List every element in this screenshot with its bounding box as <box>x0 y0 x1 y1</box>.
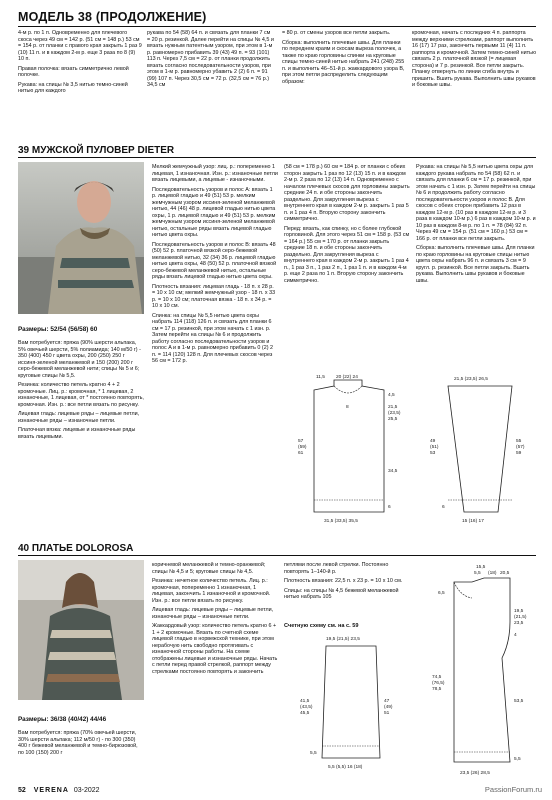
paragraph: кромочная, начать с последних 4 п. раппорта между верхними стрелками, раппорт выполнить 16 (17) 17 раз, закончить первыми 11 (4) 11 п. раппорта и кромочной. Затем темно-синей нитью связать 2 р. платочной вязкой (= лицевая сторона) и 7 р. резинкой. Все петли закрыть. Планку отвернуть по линии сгиба внутрь и пришить. Вшить рукава. Выполнить швы рукавов и боковые швы. <box>412 30 538 88</box>
divider <box>18 26 536 27</box>
paragraph: Правая полочка: вязать симметрично левой полочке. <box>18 65 131 78</box>
model39-photo-image <box>18 162 144 314</box>
schema-label: 4,5 <box>388 393 395 398</box>
schema-label: 15,5 <box>476 565 486 570</box>
model38-title: МОДЕЛЬ 38 (ПРОДОЛЖЕНИЕ) <box>18 10 207 24</box>
model40-photo <box>18 560 144 700</box>
paragraph: = 80 р. от смены узоров все петли закрыть. <box>282 30 391 36</box>
paragraph: Спинка: на спицы № 5,5 нитью цвета охры набрать 114 (118) 126 п. и связать для планки 6 см = 17 р. резинкой, при этом начать с 1 изн. р. Затем перейти на спицы № 6 и продолжить работу согласно последовательности узоров и полос A и в 1-м р. равномерно прибавить 0 (2) 2 п. = 114 (120) 128 п. Для плечевых скосов через 56 см = 172 р. <box>152 312 275 364</box>
schema-label: (59) <box>298 445 307 450</box>
paragraph: рукава по 54 (58) 64 п. и связать для планки 7 см = 20 р. резинкой. Далее перейти на спицы № 4,5 и вязать нужным патентным узором, при этом в 1-м р. равномерно прибавить 39 (43) 49 п. = 93 (101) 113 п. Через 7,5 см = 22 р. от планки продолжить вязать согласно последовательности узоров, при этом в 1-м р. равномерно убавить 2 (2) 6 п. = 91 (99) 107 п. Через 30,5 см = 72 р. (32,5 см = 76 р.) 34,5 см <box>147 30 276 88</box>
schema-label: 31,5 (33,5) 35,5 <box>324 519 358 524</box>
page-number: 52 <box>18 787 26 794</box>
schema-label: 21,5 <box>388 405 398 410</box>
model39-sleeve-schema <box>414 372 538 532</box>
model39-body-schema <box>284 372 414 532</box>
schema-label: 6,5 <box>438 591 445 596</box>
schema-label: 21,5 (23,5) 26,5 <box>454 377 488 382</box>
schema-label: (43,5) <box>300 705 313 710</box>
schema-label: 6 <box>442 505 445 510</box>
model39-photo <box>18 162 144 314</box>
model39-col4 <box>416 164 536 287</box>
model40-photo-image <box>18 560 144 700</box>
schema-label: 5,5 <box>474 571 481 576</box>
schema-label: 57 <box>298 439 304 444</box>
schema-label: 49 <box>430 439 436 444</box>
schema-label: 61 <box>298 451 304 456</box>
paragraph: Сборка: выполнить плечевые швы. Для планки по краю горловины на круговые спицы нитью цвета охры набрать 96 п. и связать 3 см = 9 кругл. р. резинкой. Все петли закрыть. Вшить рукава. Выполнить швы рукавов и боковые швы. <box>416 245 536 284</box>
model38-col1 <box>18 30 142 98</box>
paragraph: Последовательность узоров и полос A: вязать 1 р. лицевой гладью и 49 (51) 53 р. мелким жемчужным узором иссиня-зеленой меланжевой нитью, 44 (46) 48 р. лицевой гладью нитью цвета охры, 1 р. лицевой гладью и 49 (51) 53 р. мелким жемчужным узором иссиня-зеленой меланжевой нитью, остальные ряды вязать лицевой гладью нитью цвета охры. <box>152 186 277 238</box>
paragraph: Спицы: на спицы № 4,5 бежевой меланжевой нитью набрать 105 <box>284 587 401 600</box>
model39-sizes: Размеры: 52/54 (56/58) 60 <box>18 326 98 333</box>
schema-label: 11,5 <box>316 375 325 380</box>
paragraph: Платочная вязка: лицевые и изнаночные ряды вязать лицевыми. <box>18 427 137 440</box>
model39-col2 <box>152 164 278 368</box>
paragraph: (58 см = 178 р.) 60 см = 184 р. от планки с обеих сторон закрыть 1 раз по 12 (13) 15 п. и в каждом 2-м р. 2 раза по 12 (13) 14 п. Одновременно с началом плечевых скосов для горловины закрыть средние 24 п. и обе стороны закончить раздельно. Для закругления выреза с внутреннего края в каждом 2-м р. закрыть 1 раз 5 п. и 1 раз 4 п. Вторую сторону закончить симметрично. <box>284 164 412 222</box>
paragraph: Жаккардовый узор: количество петель кратно 6 + 1 + 2 кромочные. Вязать по счетной схеме лицевой гладью в норвежской технике, при этом нерабочую нить свободно протягивать с изнаночной стороны работы. На схеме отображены лицевые и изнаночные ряды. Начать с петли перед правой стрелкой, раппорт между стрелками постоянно повторять и закончить <box>152 623 279 675</box>
schema-label: 20 (22) 24 <box>336 375 358 380</box>
model39-col1 <box>18 340 144 443</box>
model40-col1 <box>18 730 144 759</box>
chart-reference-note: Счетную схему см. на с. 59 <box>284 623 359 629</box>
paragraph: Рукава: на спицы № 3,5 нитью темно-синей нитью для каждого <box>18 81 130 94</box>
schema-label: (57) <box>516 445 525 450</box>
schema-label: 4 <box>514 633 517 638</box>
schema-label: 25,5 <box>388 417 398 422</box>
watermark: PassionForum.ru <box>484 785 542 794</box>
paragraph: петлями после левой стрелки. Постоянно повторять 1–140-й р. <box>284 562 390 575</box>
paragraph: Перед: вязать, как спинку, но с более глубокой горловиной. Для этого через 51 см = 158 р. (53 см = 164 р.) 55 см = 170 р. от планки закрыть средние 18 п. и обе стороны закончить раздельно. Для закругления выреза с внутреннего края в каждом 2-м р. закрыть 1 раз 4 п., 1 раз 3 п., 1 раз 2 п., 1 раз 1 п. и в каждом 4-м р. еще 2 раза по 1 п. Вторую сторону закончить симметрично. <box>284 225 411 284</box>
schema-label: 41,5 <box>300 699 310 704</box>
schema-label: 23,5 (26) 28,5 <box>460 771 490 776</box>
model38-col2 <box>147 30 275 92</box>
schema-label: 34,5 <box>388 469 398 474</box>
paragraph: Резинка: количество петель кратно 4 + 2 кромочные. Лиц. р.: кромочная, * 1 лицевая, 2 изнаночные, 1 лицевая, от * постоянно повторять, кромочная. Изн. р.: все петли вязать по рисунку. <box>18 382 146 408</box>
schema-label: (21,5) <box>514 615 527 620</box>
schema-label: 5,5 <box>310 751 317 756</box>
schema-label: 55 <box>516 439 522 444</box>
schema-label: (51) <box>430 445 439 450</box>
schema-label: (18) <box>488 571 497 576</box>
model39-col3 <box>284 164 410 287</box>
magazine-name: VERENA <box>33 787 69 794</box>
schema-label: 51 <box>384 711 390 716</box>
schema-label: 74,5 <box>432 675 442 680</box>
paragraph: Вам потребуется: пряжа (70% овечьей шерсти, 30% шерсти альпака; 112 м/50 г) - по 300 (350) 400 г бежевой меланжевой и темно-бирюзовой, по 100 (150) 200 г <box>18 730 140 756</box>
schema-label: 78,5 <box>432 687 442 692</box>
schema-label: 20,5 <box>500 571 510 576</box>
paragraph: Плотность вязания: лицевая гладь - 18 п. x 28 р. = 10 x 10 см; мелкий жемчужный узор - 18 п. x 33 р. = 10 x 10 см; платочная вязка - 18 п. x 34 р. = 10 x 10 см. <box>152 283 277 309</box>
schema-label: 45,5 <box>300 711 310 716</box>
model38-col3 <box>282 30 407 88</box>
schema-label: 8 <box>346 405 349 410</box>
model40-title: 40 ПЛАТЬЕ DOLOROSA <box>18 543 134 554</box>
divider <box>18 555 536 556</box>
paragraph: Рукава: на спицы № 5,5 нитью цвета охры для каждого рукава набрать по 54 (58) 62 п. и связать для планки 6 см = 17 р. резинкой, при этом начать с 1 изн. р. Затем перейти на спицы № 6 и продолжить работу согласно последовательности узоров и полос B. Для скосов с обеих сторон прибавить 12 раз в каждом 12-м р. (10 раз в каждом 12-м р. и 3 раза в каждом 10-м р.) 6 раз в каждом 10-м р. и 10 раз в каждом 8-м р. по 1 п. = 78 (84) 92 п. Через 49 см = 154 р. (51 см = 160 р.) 53 см = 166 р. от планки все петли закрыть. <box>416 164 538 242</box>
paragraph: Вам потребуется: пряжа (90% шерсти альпака, 5% овечьей шерсти, 5% полиамида; 140 м/50 г) - 350 (400) 450 г цвета охры, 200 (250) 250 г иссиня-зеленой меланжевой и 150 (200) 200 г серо-бежевой меланжевой нити; спицы № 5 и 6; круговые спицы № 5,5. <box>18 340 143 379</box>
model38-col4 <box>412 30 536 92</box>
schema-label: 53 <box>430 451 436 456</box>
paragraph: коричневой меланжевой и темно-оранжевой; спицы № 4,5 и 5; круговые спицы № 4,5. <box>152 562 267 575</box>
model39-header <box>18 145 536 159</box>
schema-label: 59 <box>516 451 522 456</box>
divider <box>18 157 536 158</box>
paragraph: Резинка: нечетное количество петель. Лиц. р.: кромочная, попеременно 1 изнаночная, 1 лицевая, закончить 1 изнаночной и кромочной. Изн. р.: все петли вязать по рисунку. <box>152 578 272 604</box>
schema-label: 5,5 <box>514 757 521 762</box>
schema-label: 19,5 <box>514 609 524 614</box>
model39-title: 39 МУЖСКОЙ ПУЛОВЕР DIETER <box>18 145 175 156</box>
paragraph: Плотность вязания: 22,5 п. x 23 р. = 10 x 10 см. <box>284 578 403 584</box>
paragraph: Лицевая гладь: лицевые ряды – лицевые петли, изнаночные ряды – изнаночные петли. <box>152 607 275 620</box>
paragraph: Мелкий жемчужный узор: лиц. р.: попеременно 1 лицевая, 1 изнаночная. Изн. р.: изнаночные петли вязать лицевыми, а лицевые - изнаночными. <box>152 164 280 183</box>
schema-label: 47 <box>384 699 390 704</box>
issue-number: 03-2022 <box>73 787 100 794</box>
model40-skirt-schema <box>284 632 414 782</box>
schema-label: (49) <box>384 705 393 710</box>
schema-label: 23,5 <box>514 621 524 626</box>
schema-label: 53,5 <box>514 699 524 704</box>
schema-label: 15 (16) 17 <box>462 519 484 524</box>
schema-label: 19,5 (21,5) 23,5 <box>326 637 360 642</box>
paragraph: 4-м р. по 1 п. Одновременно для плечевого скоса через 49 см = 142 р. (51 см = 148 р.) 53 см = 154 р. от планки с правого края закрыть 1 раз 9 (10) 11 п. и в каждом 2-м р. еще 3 раза по 8 (9) 10 п. <box>18 30 144 62</box>
schema-label: (23,5) <box>388 411 401 416</box>
model40-header <box>18 543 536 557</box>
paragraph: Лицевая гладь: лицевые ряды – лицевые петли, изнаночные ряды – изнаночные петли. <box>18 411 141 424</box>
model40-sizes: Размеры: 36/38 (40/42) 44/46 <box>18 716 107 723</box>
model40-col2 <box>152 562 278 678</box>
schema-label: 6 <box>388 505 391 510</box>
model40-body-schema <box>414 562 538 782</box>
paragraph: Сборка: выполнить плечевые швы. Для планки по переднем краям и скосам выреза полочек, а также по краю горловины спинки на круговые спицы темно-синей нитью набрать 241 (248) 255 п. и выполнить 46–51-й р. жаккардового узора В, при этом петли распределить следующим образом: <box>282 39 406 85</box>
schema-label: (76,5) <box>432 681 445 686</box>
model38-header <box>18 10 536 28</box>
schema-label: 5,5 (5,5) 16 (18) <box>328 765 363 770</box>
paragraph: Последовательность узоров и полос B: вязать 48 (50) 52 р. платочной вязкой серо-бежевой меланжевой нитью, 32 (34) 36 р. лицевой гладью нитью цвета охры, 48 (50) 52 р. платочной вязкой серо-бежевой меланжевой нитью, остальные ряды вязать лицевой гладью нитью цвета охры. <box>152 241 278 280</box>
page-footer <box>18 787 100 794</box>
model40-col3 <box>284 562 412 604</box>
